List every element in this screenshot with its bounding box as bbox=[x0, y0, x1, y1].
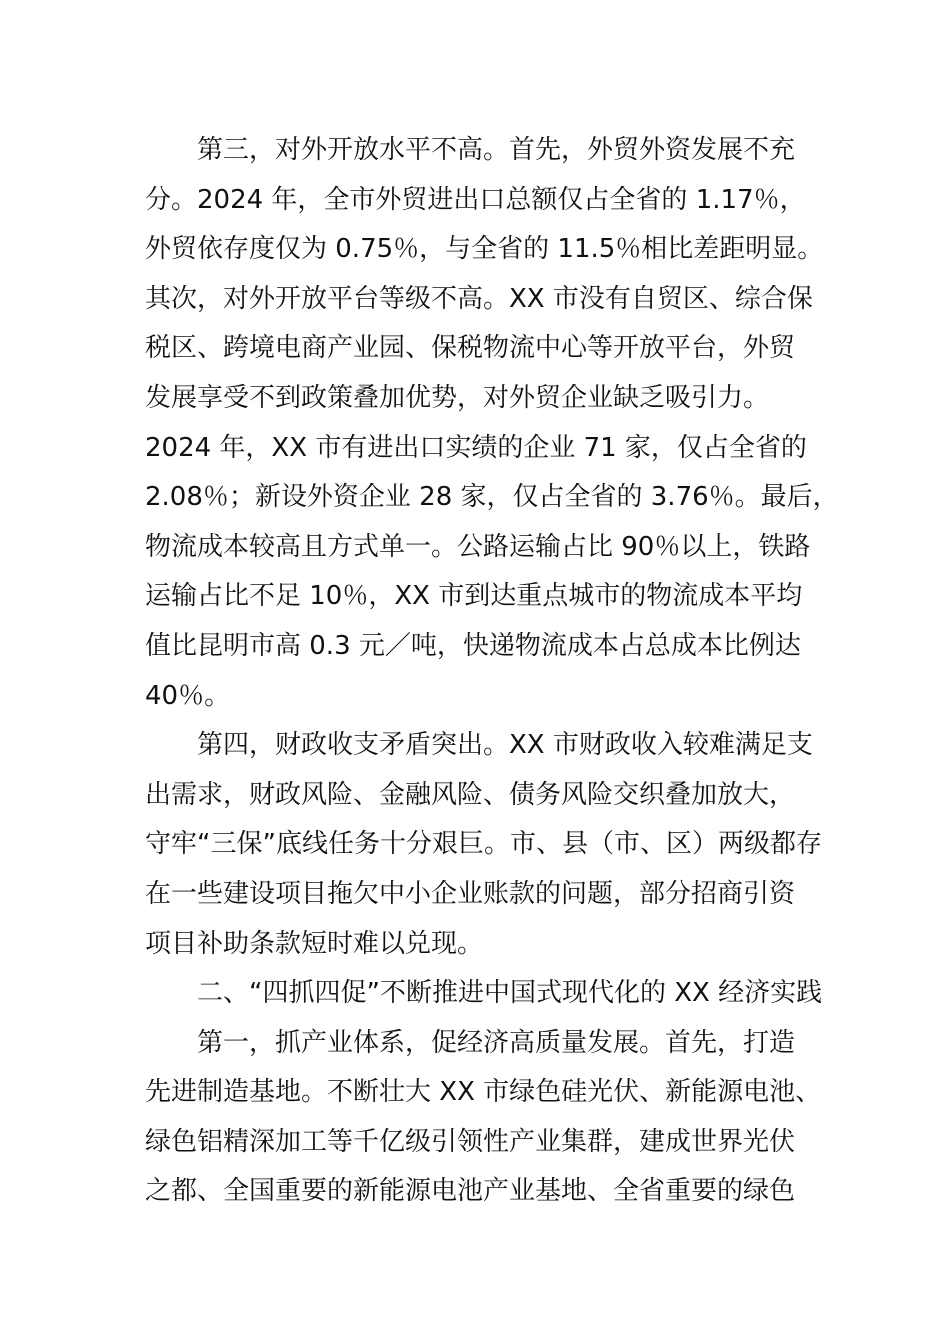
paragraph-3-line-3: 外贸依存度仅为 0.75％，与全省的 11.5％相比差距明显。 bbox=[145, 234, 824, 265]
paragraph-3-line-11: 值比昆明市高 0.3 元／吨，快递物流成本占总成本比例达 bbox=[145, 630, 801, 661]
paragraph-3-line-5: 税区、跨境电商产业园、保税物流中心等开放平台，外贸 bbox=[145, 333, 796, 364]
paragraph-3-line-10: 运输占比不足 10％，XX 市到达重点城市的物流成本平均 bbox=[145, 581, 803, 612]
paragraph-4-line-3: 守牢“三保”底线任务十分艰巨。市、县（市、区）两级都存 bbox=[145, 829, 822, 860]
document-body bbox=[145, 126, 839, 1217]
paragraph-3-line-1: 第三，对外开放水平不高。首先，外贸外资发展不充 bbox=[197, 135, 796, 165]
paragraph-5-line-1: 第一，抓产业体系，促经济高质量发展。首先，打造 bbox=[197, 1027, 796, 1058]
paragraph-3-line-8: 2.08％；新设外资企业 28 家，仅占全省的 3.76％。最后， bbox=[145, 482, 839, 513]
paragraph-3-line-9: 物流成本较高且方式单一。公路运输占比 90％以上，铁路 bbox=[145, 531, 811, 562]
paragraph-3-line-2: 分。2024 年，全市外贸进出口总额仅占全省的 1.17％， bbox=[145, 184, 806, 215]
paragraph-3-line-12: 40％。 bbox=[145, 680, 231, 711]
paragraph-3-line-4: 其次，对外开放平台等级不高。XX 市没有自贸区、综合保 bbox=[145, 283, 813, 314]
paragraph-4-line-5: 项目补助条款短时难以兑现。 bbox=[145, 928, 484, 959]
paragraph-4-line-4: 在一些建设项目拖欠中小企业账款的问题，部分招商引资 bbox=[145, 878, 796, 909]
paragraph-5-line-4: 之都、全国重要的新能源电池产业基地、全省重要的绿色 bbox=[145, 1176, 796, 1207]
paragraph-3-line-7: 2024 年，XX 市有进出口实绩的企业 71 家，仅占全省的 bbox=[145, 432, 807, 463]
paragraph-3-line-6: 发展享受不到政策叠加优势，对外贸企业缺乏吸引力。 bbox=[145, 382, 770, 413]
paragraph-5-line-3: 绿色铝精深加工等千亿级引领性产业集群，建成世界光伏 bbox=[145, 1126, 796, 1157]
section-heading: 二、“四抓四促”不断推进中国式现代化的 XX 经济实践 bbox=[197, 978, 823, 1009]
paragraph-4-line-2: 出需求，财政风险、金融风险、债务风险交织叠加放大， bbox=[145, 779, 796, 810]
paragraph-4-line-1: 第四，财政收支矛盾突出。XX 市财政收入较难满足支 bbox=[197, 730, 813, 761]
paragraph-5-line-2: 先进制造基地。不断壮大 XX 市绿色硅光伏、新能源电池、 bbox=[145, 1077, 822, 1108]
